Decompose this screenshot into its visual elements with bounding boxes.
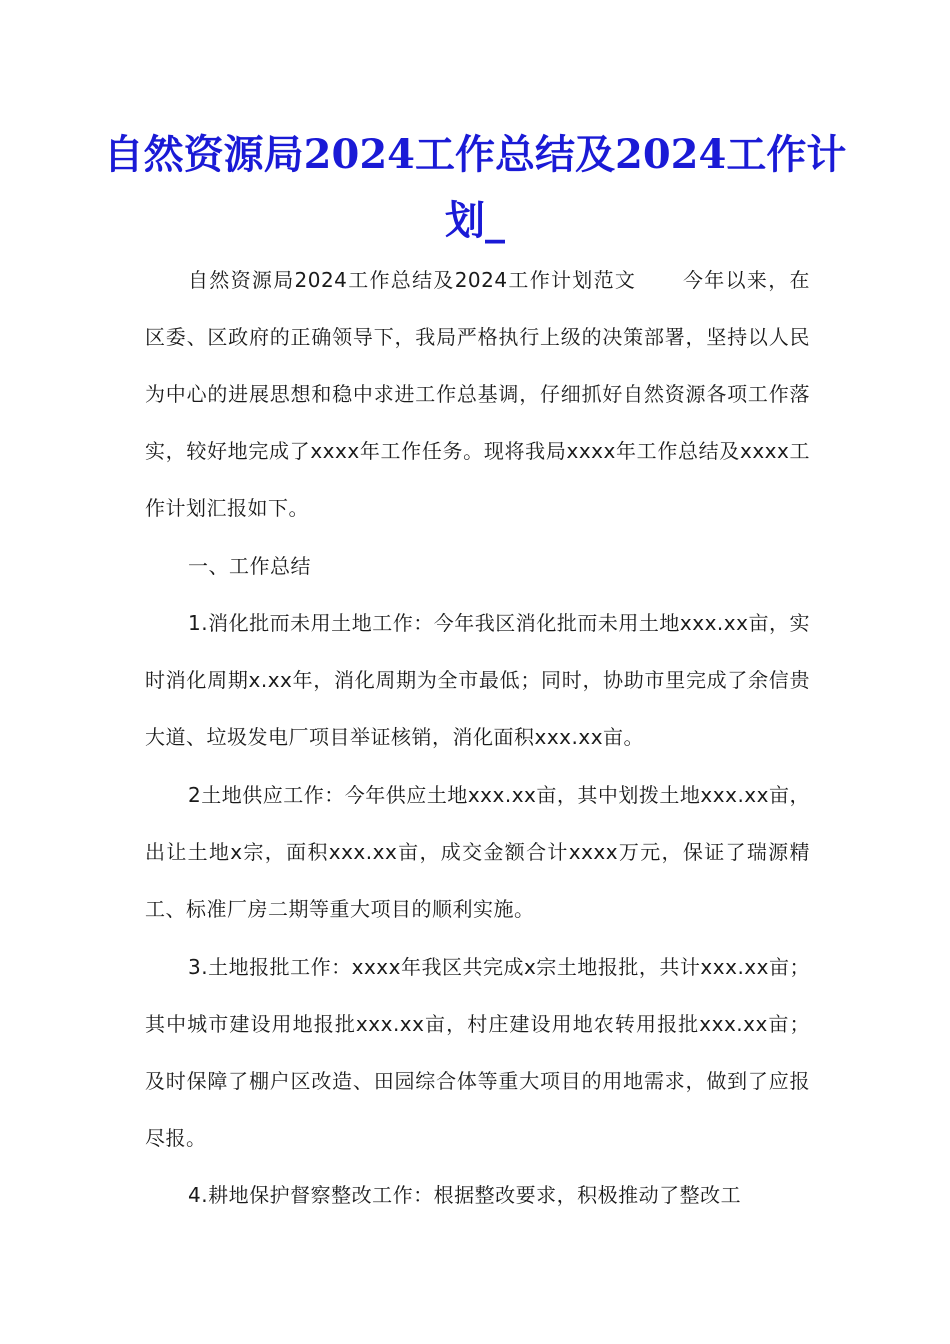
intro-paragraph bbox=[145, 252, 810, 537]
paragraph-3: 3.土地报批工作：xxxx年我区共完成x宗土地报批，共计xxx.xx亩；其中城市建设用地报批xxx.xx亩，村庄建设用地农转用报批xxx.xx亩；及时保障了棚户区改造、田园综合体等重大项目的用地需求，做到了应报尽报。 bbox=[145, 955, 810, 1150]
intro-body: 今年以来，在区委、区政府的正确领导下，我局严格执行上级的决策部署，坚持以人民为中心的进展思想和稳中求进工作总基调，仔细抓好自然资源各项工作落实，较好地完成了xxxx年工作任务。现将我局xxxx年工作总结及xxxx工作计划汇报如下。 bbox=[145, 268, 811, 520]
paragraph-2: 2土地供应工作：今年供应土地xxx.xx亩，其中划拨土地xxx.xx亩，出让土地x宗，面积xxx.xx亩，成交金额合计xxxx万元，保证了瑞源精工、标准厂房二期等重大项目的顺利实施。 bbox=[145, 783, 810, 921]
section-heading: 一、工作总结 bbox=[188, 554, 311, 578]
document-title: 自然资源局2024工作总结及2024工作计划_ bbox=[103, 131, 847, 244]
intro-lead: 自然资源局2024工作总结及2024工作计划范文 bbox=[188, 268, 637, 292]
paragraph-1: 1.消化批而未用土地工作：今年我区消化批而未用土地xxx.xx亩，实时消化周期x.xx年，消化周期为全市最低；同时，协助市里完成了余信贵大道、垃圾发电厂项目举证核销，消化面积xxx.xx亩。 bbox=[145, 611, 810, 749]
paragraph-4: 4.耕地保护督察整改工作：根据整改要求，积极推动了整改工 bbox=[188, 1183, 742, 1207]
